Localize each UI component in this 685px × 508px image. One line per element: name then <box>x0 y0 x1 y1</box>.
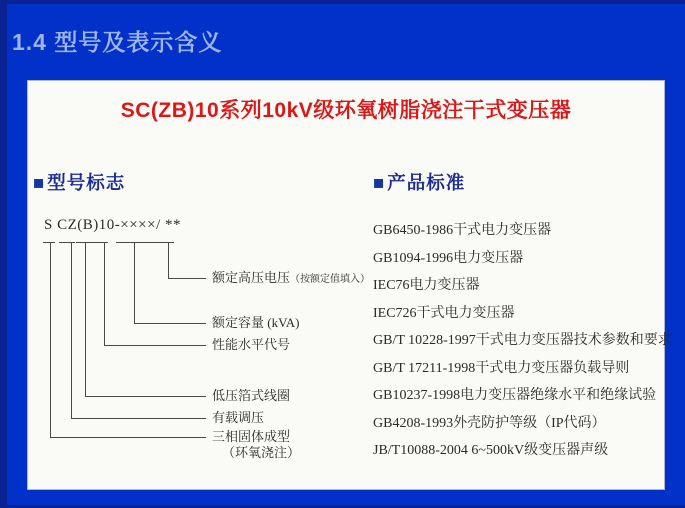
left-edge-stripe <box>0 0 7 508</box>
branch-label-text: 三相固体成型 <box>212 429 291 444</box>
branch-label-text: 有载调压 <box>212 410 265 425</box>
branch-label-text: 性能水平代号 <box>212 337 291 352</box>
standards-list <box>373 217 672 465</box>
model-section-heading <box>33 169 125 195</box>
branch-label-note: （按额定值填入） <box>290 274 371 285</box>
section-bullet-icon: ■ <box>33 172 46 193</box>
branch-label-on-load-tap <box>212 410 264 426</box>
standards-section-heading <box>373 169 465 195</box>
standard-item: GB/T 10228-1997干式电力变压器技术参数和要求 <box>373 333 672 348</box>
standard-item: GB10237-1998电力变压器绝缘水平和绝缘试验 <box>373 388 657 403</box>
branch-label-text: 额定高压电压 <box>212 270 291 285</box>
page-title: 1.4 型号及表示含义 <box>12 29 223 55</box>
branch-label-text: 低压箔式线圈 <box>212 388 291 403</box>
section-bullet-icon: ■ <box>373 172 386 193</box>
model-section-heading-text: 型号标志 <box>47 172 126 193</box>
model-code: S CZ(B)10-××××/ ** <box>44 217 182 233</box>
branch-label-foil-winding <box>212 388 290 404</box>
branch-label-rated-hv <box>212 270 370 288</box>
standard-item: JB/T10088-2004 6~500kV级变压器声级 <box>373 443 609 458</box>
standard-item: GB4208-1993外壳防护等级（IP代码） <box>373 415 606 431</box>
branch-label-sub: （环氧浇注） <box>222 445 301 460</box>
standard-item: GB/T 17211-1998干式电力变压器负载导则 <box>373 360 630 376</box>
branch-label-text: 额定容量 (kVA) <box>212 315 300 330</box>
slide-title: SC(ZB)10系列10kV级环氧树脂浇注干式变压器 <box>120 99 572 122</box>
branch-label-rated-capacity <box>212 315 300 331</box>
branch-line <box>50 242 206 438</box>
standard-item: IEC76电力变压器 <box>373 278 480 293</box>
standard-item: IEC726干式电力变压器 <box>373 305 515 321</box>
standard-item: GB6450-1986干式电力变压器 <box>373 223 552 238</box>
branch-label-three-phase-cast <box>212 429 300 461</box>
content-panel <box>27 80 672 490</box>
branch-label-performance-code <box>212 337 290 353</box>
standard-item: GB1094-1996电力变压器 <box>373 250 524 266</box>
standards-section-heading-text: 产品标准 <box>387 172 466 193</box>
top-edge-stripe <box>0 0 685 4</box>
